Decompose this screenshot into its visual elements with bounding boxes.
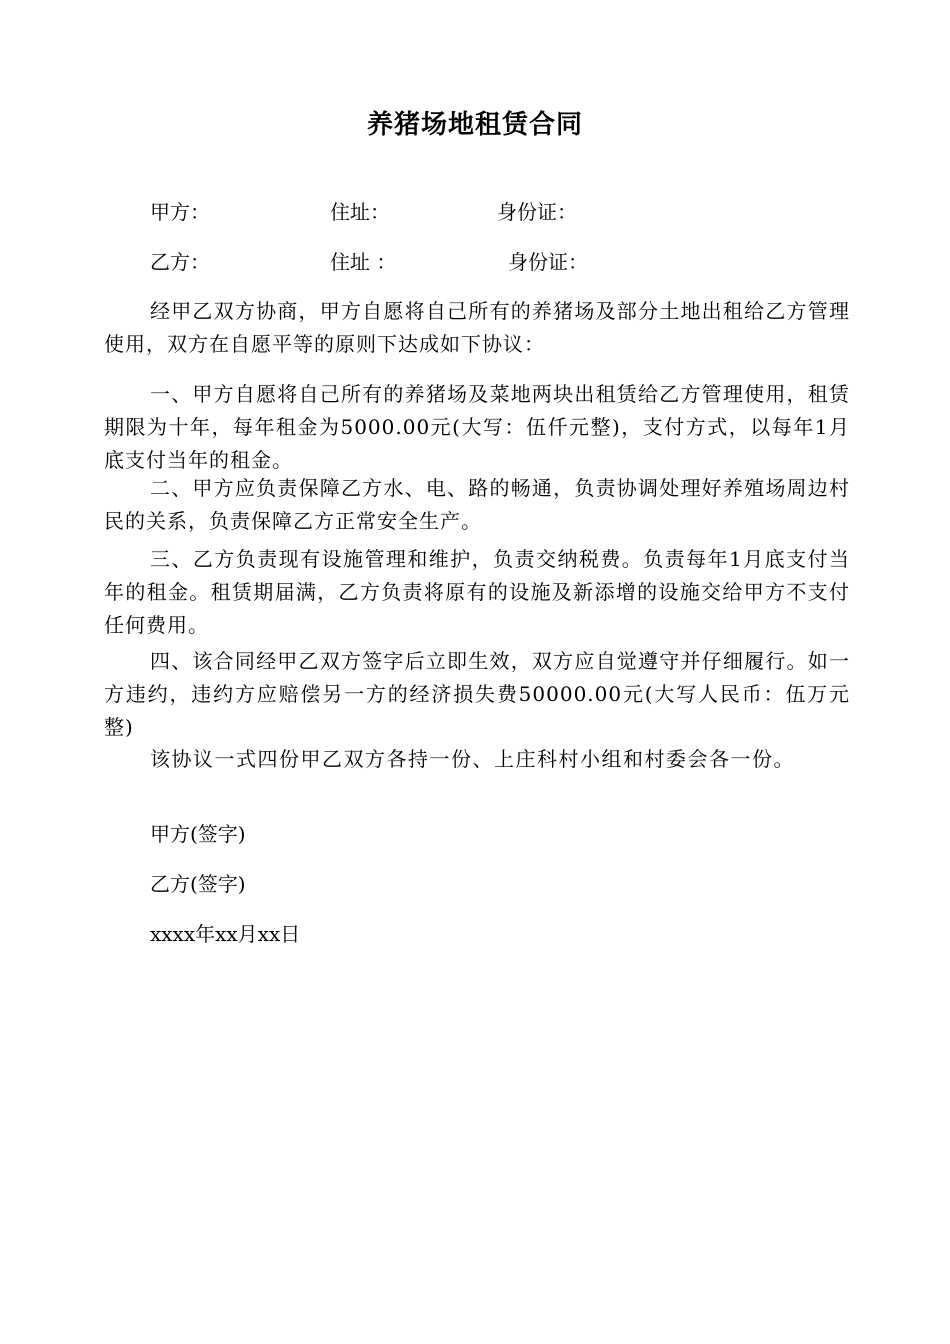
party-b-id-label: 身份证： [508, 250, 588, 274]
signature-date: xxxx年xx月xx日 [150, 922, 301, 946]
party-a-signature-line: 甲方(签字) [150, 822, 246, 846]
intro-paragraph: 经甲乙双方协商，甲方自愿将自己所有的养猪场及部分土地出租给乙方管理使用，双方在自愿平等的原则下达成如下协议： [104, 299, 850, 356]
party-a-row [150, 197, 870, 227]
party-b-row [150, 247, 870, 277]
clause-1-paragraph: 一、甲方自愿将自己所有的养猪场及菜地两块出租赁给乙方管理使用，租赁期限为十年，每年租金为5000.00元(大写：伍仟元整)，支付方式，以每年1月底支付当年的租金。 [104, 382, 850, 472]
clause-3-paragraph: 三、乙方负责现有设施管理和维护，负责交纳税费。负责每年1月底支付当年的租金。租赁期届满，乙方负责将原有的设施及新添增的设施交给甲方不支付任何费用。 [104, 547, 850, 637]
party-a-id-label: 身份证： [497, 200, 577, 224]
clause-4-paragraph: 四、该合同经甲乙双方签字后立即生效，双方应自觉遵守并仔细履行。如一方违约，违约方应赔偿另一方的经济损失费50000.00元(大写人民币：伍万元整) [104, 649, 850, 739]
copies-paragraph: 该协议一式四份甲乙双方各持一份、上庄科村小组和村委会各一份。 [150, 747, 795, 771]
party-b-label: 乙方： [150, 250, 210, 274]
party-b-signature-line: 乙方(签字) [150, 872, 246, 896]
document-title: 养猪场地租赁合同 [366, 110, 583, 140]
party-b-address-label: 住址 ： [330, 250, 397, 274]
party-a-address-label: 住址： [330, 200, 390, 224]
party-a-label: 甲方： [150, 200, 210, 224]
clause-2-paragraph: 二、甲方应负责保障乙方水、电、路的畅通，负责协调处理好养殖场周边村民的关系，负责保障乙方正常安全生产。 [104, 476, 850, 533]
